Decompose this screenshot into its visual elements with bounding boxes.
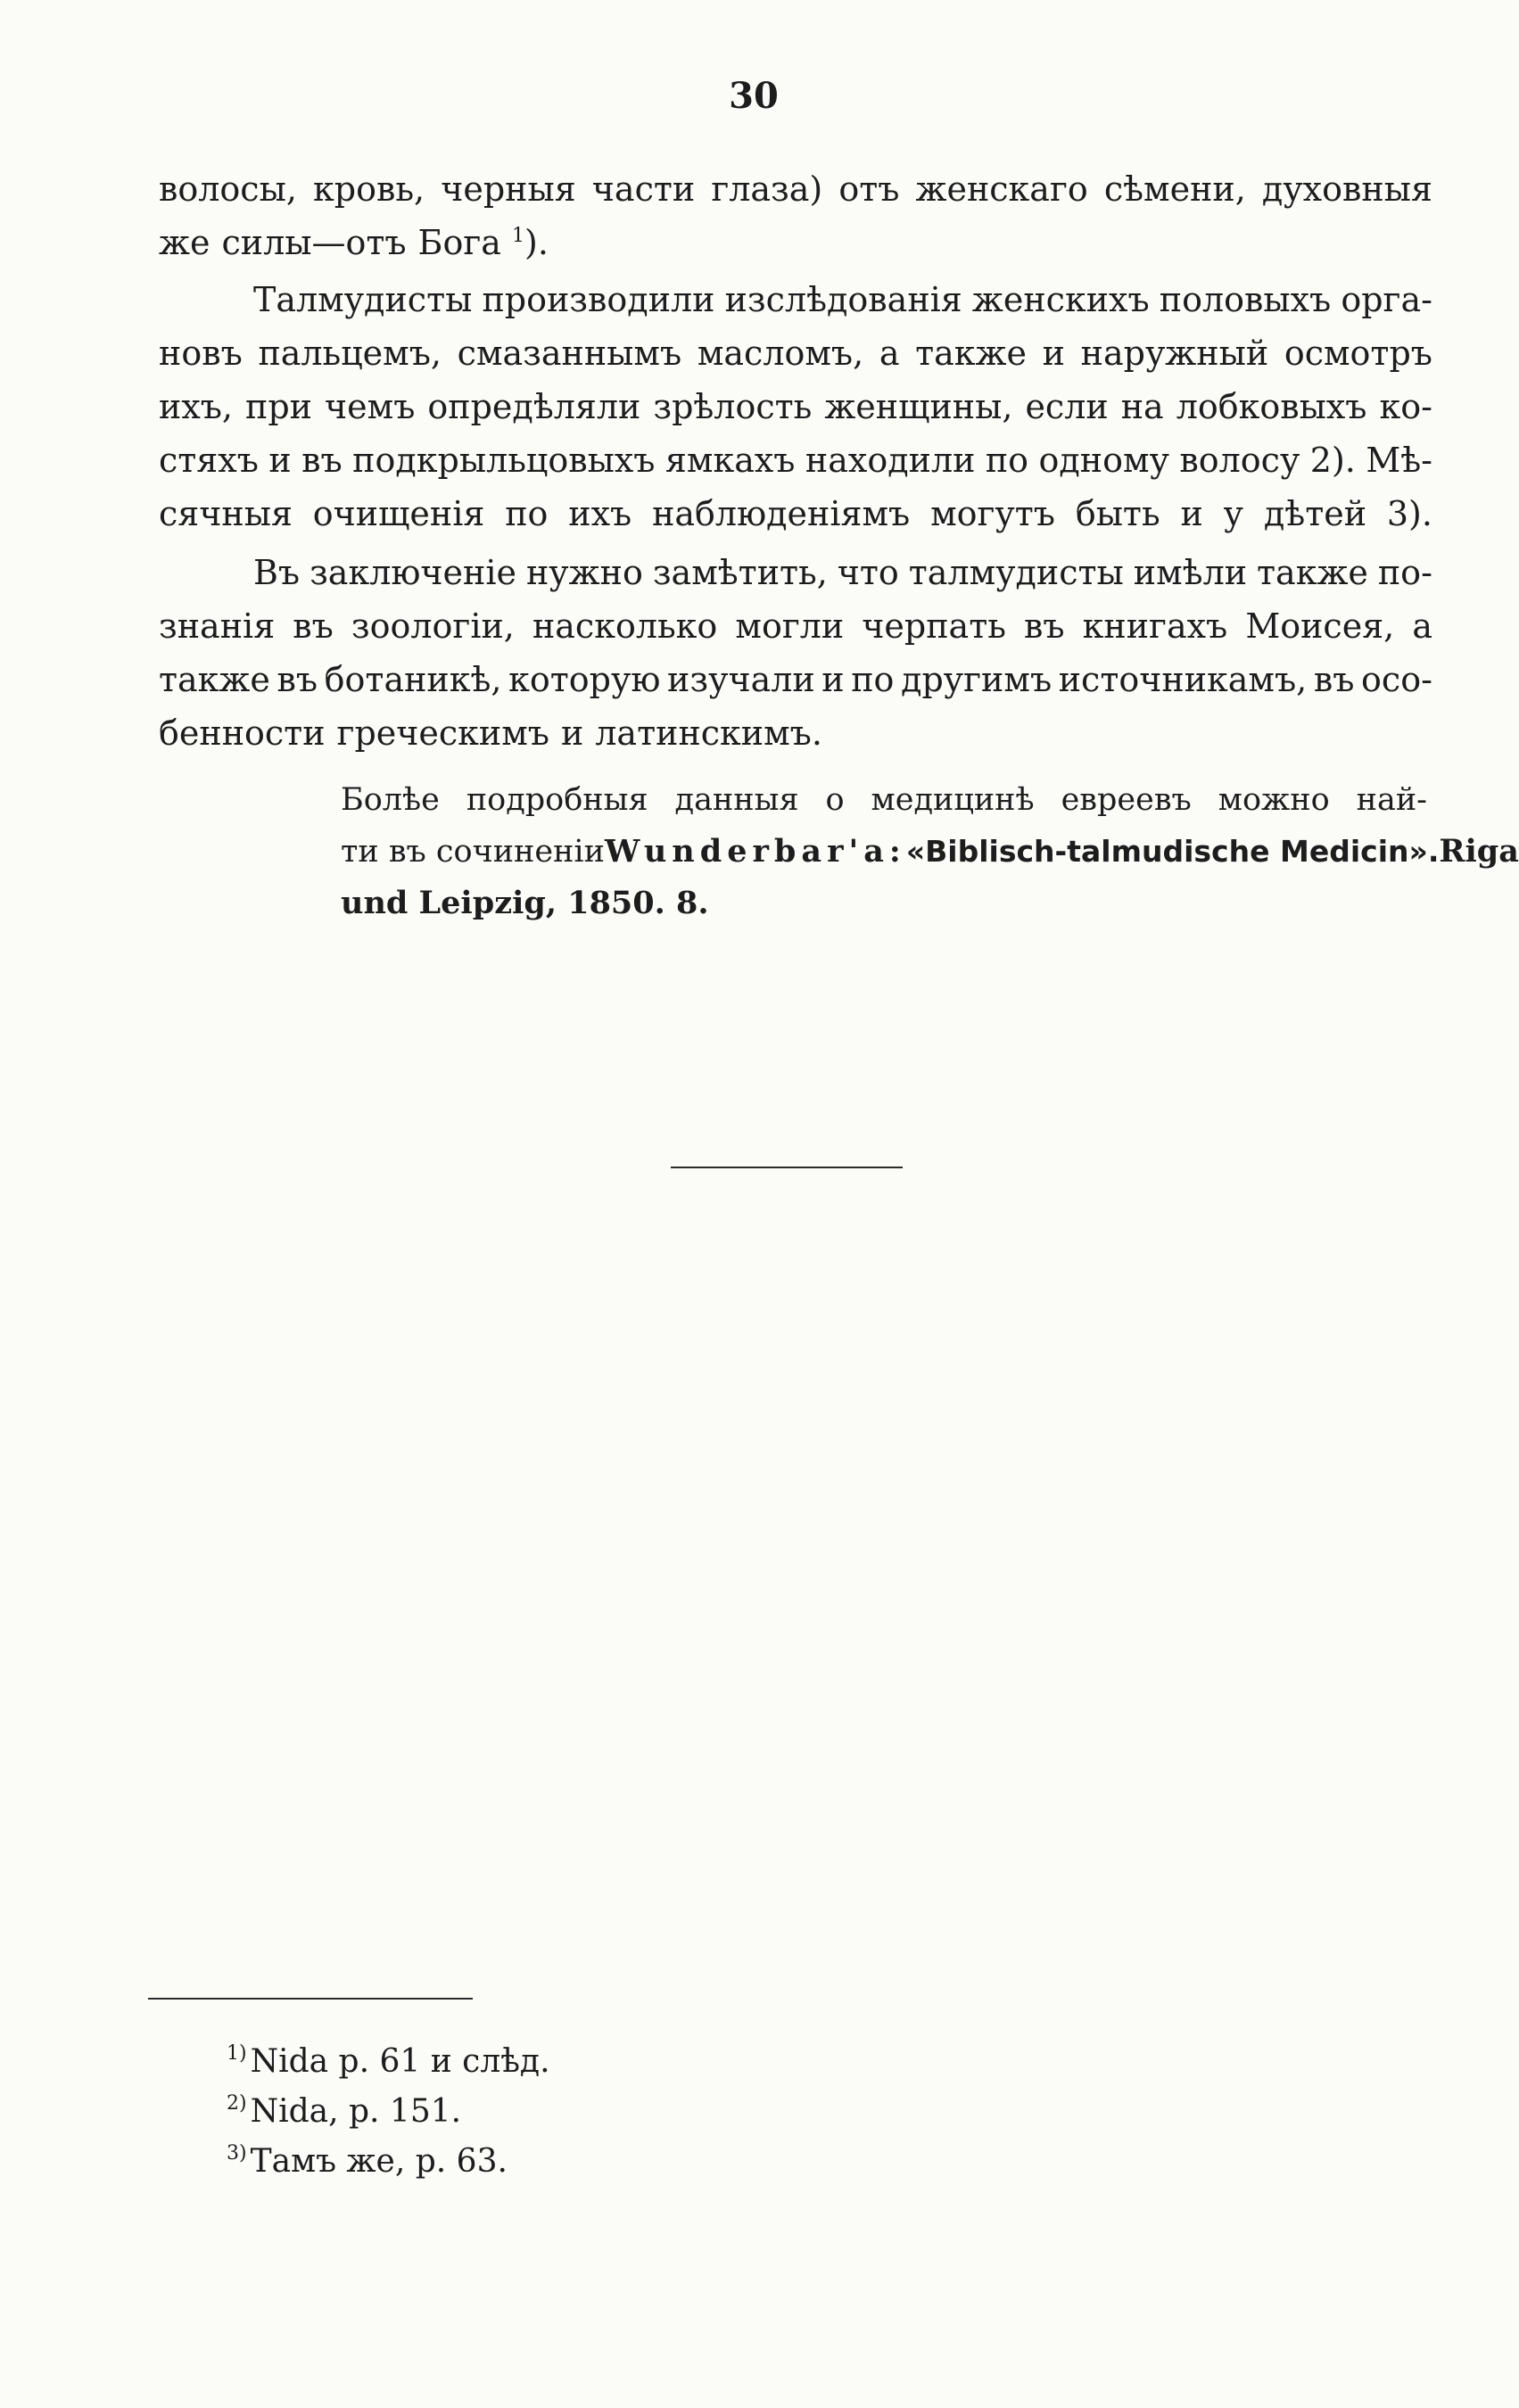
word: знанія	[159, 606, 276, 646]
word: которую	[508, 660, 661, 699]
word: производили	[482, 280, 715, 319]
word: по	[985, 441, 1029, 480]
note-prefix: ти въ сочиненіи	[341, 834, 605, 870]
word: осмотръ	[1284, 334, 1432, 373]
word: Въ	[253, 553, 301, 592]
section-divider	[671, 1167, 903, 1168]
word: что	[837, 553, 899, 592]
word: Болѣе	[341, 782, 440, 818]
word: же	[159, 223, 211, 262]
word: также	[1257, 553, 1368, 592]
word: о	[825, 782, 845, 818]
word: ихъ	[568, 494, 632, 533]
word: также	[915, 334, 1027, 373]
word: Бога	[417, 223, 501, 262]
publication-place: Riga	[1439, 833, 1519, 870]
word: по	[851, 660, 895, 699]
word: чемъ	[325, 387, 416, 426]
text-line	[159, 162, 1432, 216]
word: ихъ,	[159, 387, 234, 426]
word: по	[505, 494, 549, 533]
paragraph-2	[159, 273, 1432, 540]
word: осо-	[1361, 660, 1432, 699]
footnote-ref: 1	[512, 225, 524, 247]
word: масломъ,	[697, 334, 864, 373]
word: въ	[293, 606, 334, 646]
footnote-separator	[148, 1998, 473, 2000]
footnote-mark: 3)	[227, 2142, 247, 2165]
footnote-2	[227, 2087, 550, 2137]
word: находили	[805, 441, 976, 480]
word: ).	[524, 223, 549, 262]
word: могли	[735, 606, 845, 646]
word: медицинѣ	[871, 782, 1035, 818]
word: лобковыхъ	[1176, 387, 1367, 426]
word: и	[1042, 334, 1065, 373]
word: при	[245, 387, 313, 426]
word: женщины,	[824, 387, 1013, 426]
word: а	[879, 334, 900, 373]
word: отъ	[838, 169, 900, 209]
author-name: Wunderbar'a:	[604, 833, 906, 870]
word: глаза)	[711, 169, 823, 209]
word: и	[821, 660, 845, 699]
word: наружный	[1080, 334, 1269, 373]
word: ботаникѣ,	[324, 660, 502, 699]
word: въ	[1024, 606, 1065, 646]
word: подкрыльцовыхъ	[352, 441, 656, 480]
word: и	[268, 441, 292, 480]
publication-details: und Leipzig, 1850. 8.	[341, 885, 709, 921]
word: черныя	[441, 169, 576, 209]
footnote-text: Nida p. 61 и слѣд.	[250, 2043, 550, 2080]
word: смазаннымъ	[457, 334, 682, 373]
word: изслѣдованія	[724, 280, 962, 319]
word: опредѣляли	[427, 387, 641, 426]
page-number: 30	[729, 75, 779, 117]
word: источникамъ,	[1058, 660, 1308, 699]
word: могутъ	[930, 494, 1055, 533]
word: Талмудисты	[253, 280, 473, 319]
word: замѣтить,	[652, 553, 828, 592]
word: женскаго	[915, 169, 1088, 209]
bibliography-note	[341, 774, 1519, 929]
word: ко-	[1379, 387, 1432, 426]
word: и	[560, 713, 584, 753]
footnote-mark: 1)	[227, 2042, 247, 2065]
word: подробныя	[466, 782, 648, 818]
word	[418, 216, 549, 269]
footnotes	[227, 2037, 550, 2187]
word: другимъ	[901, 660, 1053, 699]
word: изучали	[667, 660, 815, 699]
word: зрѣлость	[653, 387, 813, 426]
word: силы—отъ	[221, 223, 407, 262]
word: также	[159, 660, 270, 699]
word: 2).	[1309, 441, 1356, 480]
word: най-	[1356, 782, 1427, 818]
text-line	[159, 706, 1432, 760]
word: заключеніе	[310, 553, 517, 592]
word: бенности	[159, 713, 326, 753]
word: ямкахъ	[665, 441, 796, 480]
word: у	[1223, 494, 1244, 533]
word: на	[1120, 387, 1164, 426]
footnote-text: Nida, p. 151.	[250, 2093, 462, 2130]
word: дѣтей	[1263, 494, 1367, 533]
footnote-3	[227, 2137, 550, 2187]
word: кровь,	[313, 169, 425, 209]
word: очищенія	[312, 494, 485, 533]
word: женскихъ	[971, 280, 1150, 319]
word: и	[1180, 494, 1203, 533]
word: можно	[1218, 782, 1330, 818]
text-line	[159, 380, 1432, 433]
word: Моисея,	[1245, 606, 1395, 646]
word: наблюденіямъ	[652, 494, 911, 533]
word: стяхъ	[159, 441, 259, 480]
text-line	[159, 273, 1432, 326]
word: Мѣ-	[1366, 441, 1432, 480]
word: имѣли	[1133, 553, 1248, 592]
word: латинскимъ.	[595, 713, 822, 753]
text-line	[159, 326, 1432, 380]
footnote-text: Тамъ же, p. 63.	[250, 2143, 508, 2180]
word: духовныя	[1261, 169, 1432, 209]
text-line	[159, 487, 1432, 540]
paragraph-1	[159, 162, 1432, 269]
word: орга-	[1341, 280, 1432, 319]
word: черпать	[862, 606, 1006, 646]
footnote-mark: 2)	[227, 2092, 247, 2115]
text-line	[159, 433, 1432, 487]
word: волосу	[1179, 441, 1300, 480]
paragraph-3	[159, 546, 1432, 760]
text-line	[159, 546, 1432, 599]
word: 3).	[1386, 494, 1432, 533]
work-title: «Biblisch-talmudische Medicin».	[905, 834, 1440, 869]
word: новъ	[159, 334, 243, 373]
word: евреевъ	[1061, 782, 1192, 818]
word: одному	[1038, 441, 1169, 480]
word: пальцемъ,	[258, 334, 442, 373]
word: сячныя	[159, 494, 293, 533]
word: данныя	[674, 782, 799, 818]
word: если	[1025, 387, 1109, 426]
word: книгахъ	[1082, 606, 1228, 646]
word: а	[1412, 606, 1432, 646]
text-line	[159, 216, 1432, 269]
word: половыхъ	[1159, 280, 1332, 319]
word: части	[591, 169, 696, 209]
word: по-	[1377, 553, 1432, 592]
word: волосы,	[159, 169, 297, 209]
text-line	[159, 599, 1432, 653]
word: въ	[301, 441, 343, 480]
word: талмудисты	[908, 553, 1124, 592]
text-line	[341, 774, 1427, 826]
text-line	[341, 878, 1427, 929]
word: насколько	[532, 606, 718, 646]
word: зоологіи,	[351, 606, 515, 646]
word: въ	[1313, 660, 1355, 699]
word: быть	[1075, 494, 1160, 533]
word: въ	[277, 660, 318, 699]
text-line	[159, 653, 1432, 706]
text-line	[341, 826, 1519, 878]
word: греческимъ	[336, 713, 549, 753]
word: нужно	[525, 553, 643, 592]
footnote-1	[227, 2037, 550, 2087]
word: сѣмени,	[1103, 169, 1246, 209]
